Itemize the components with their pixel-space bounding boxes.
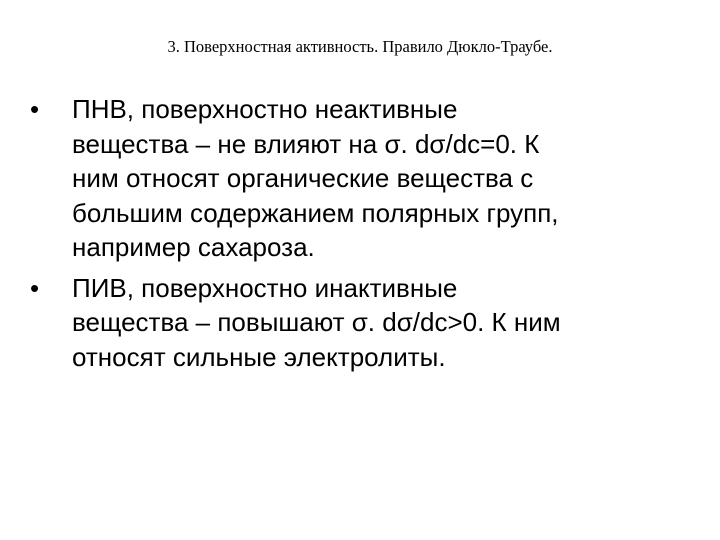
bullet-list	[30, 92, 690, 380]
bullet-item-pnv	[30, 92, 690, 265]
bullet-text-line: ПНВ, поверхностно неактивные	[72, 94, 458, 124]
bullet-text-line: ним относят органические вещества с	[72, 163, 534, 193]
bullet-icon: •	[30, 94, 40, 124]
bullet-text-line: относят сильные электролиты.	[72, 341, 446, 372]
bullet-text-line: ПИВ, поверхностно инактивные	[72, 272, 458, 303]
bullet-text-line: вещества – повышают σ. dσ/dc>0. К ним	[72, 307, 561, 337]
bullet-text-line: большим содержанием полярных групп,	[72, 197, 559, 228]
bullet-text-line: например сахароза.	[72, 232, 315, 262]
bullet-text-line: вещества – не влияют на σ. dσ/dc=0. К	[72, 128, 540, 159]
slide-title: 3. Поверхностная активность. Правило Дюкло-Траубе.	[167, 37, 553, 56]
bullet-icon: •	[30, 272, 40, 303]
bullet-item-piv	[30, 271, 690, 375]
